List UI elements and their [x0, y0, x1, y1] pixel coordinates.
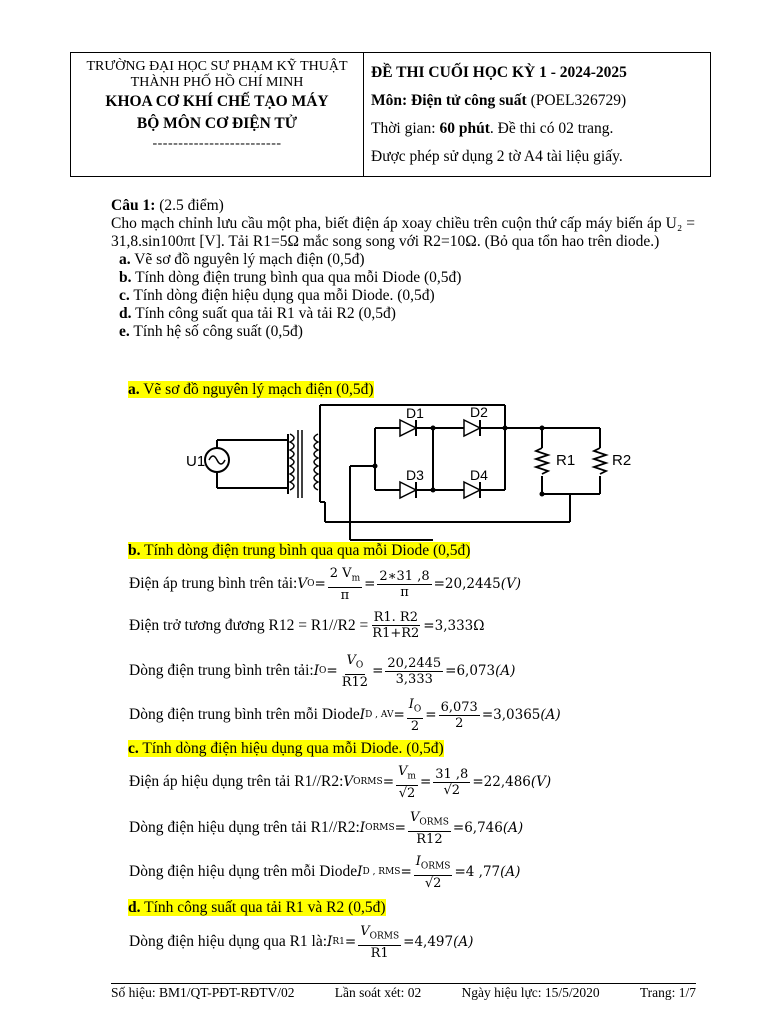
section-b-heading [128, 541, 470, 561]
equation-rms-current-diode [129, 854, 520, 891]
fraction-num [396, 764, 418, 786]
exam-info [364, 53, 710, 176]
item-key: a. [119, 251, 131, 268]
fraction [328, 566, 362, 603]
equation-diode-average-current [129, 697, 561, 734]
equation-label: Điện áp trung bình trên tải: [129, 575, 298, 593]
math-var: V [360, 924, 370, 939]
allowed-materials: Được phép sử dụng 2 tờ A4 tài liệu giấy. [371, 148, 623, 165]
fraction [340, 653, 370, 690]
equation-label: Dòng điện hiệu dụng trên tải R1//R2: [129, 819, 360, 837]
department-name: BỘ MÔN CƠ ĐIỆN TỬ [136, 115, 298, 132]
equation-label: Dòng điện trung bình trên mỗi Diode [129, 706, 360, 724]
item-key: d. [119, 305, 132, 322]
time-label: Thời gian: [371, 120, 440, 137]
math-var: V [343, 774, 354, 791]
question-item-a [111, 251, 695, 269]
time-rest: . Đề thi có 02 trang. [489, 120, 614, 137]
math-sub: D , AV [365, 710, 394, 721]
math-result: =6,073 [445, 663, 496, 680]
math-var: V [346, 653, 356, 668]
diode-d2-symbol [464, 420, 480, 436]
equation-label: Dòng điện hiệu dụng trên mỗi Diode [129, 863, 358, 881]
fraction-num: 2∗31 ,8 [379, 568, 430, 584]
equation-label: Điện áp hiệu dụng trên tải R1//R2: [129, 773, 344, 791]
fraction [385, 656, 443, 687]
question-text: Cho mạch chỉnh lưu cầu một pha, biết điện áp xoay chiều trên cuộn thứ cấp máy biến áp U₂ = 31,8.sin100πt [V]. Tải R1=5Ω mắc song song với R2=10Ω. (Bỏ qua tổn hao trên diode.) [111, 215, 695, 250]
math-unit: (A) [540, 707, 561, 724]
math-sub: D , RMS [362, 867, 401, 878]
resistor-r1-symbol [536, 448, 548, 474]
equation-average-voltage [129, 566, 521, 603]
equation-formula: V O = $\frac{2 V_m}{\pi}$ = $\frac{2∗31 ,8}{\pi}$ =20,2445 (V) [297, 566, 522, 603]
fraction-num: R1. R2 [373, 610, 418, 625]
question-label: Câu 1: [111, 197, 156, 214]
item-text: Tính hệ số công suất (0,5đ) [129, 323, 303, 340]
math-var: I [408, 697, 414, 712]
question-points: (2.5 điểm) [155, 197, 224, 214]
exam-title: ĐỀ THI CUỐI HỌC KỲ 1 - 2024-2025 [371, 64, 627, 81]
exam-time [371, 115, 710, 143]
math-sub: ORMS [353, 777, 383, 788]
math-var: I [359, 707, 366, 724]
equation-formula: I D , RMS = $\frac{I_{ORMS}}{√2}$ =4 ,77 (A) [357, 854, 521, 891]
math-var: I [359, 820, 366, 837]
item-text: Tính dòng điện trung bình qua qua mỗi Diode (0,5đ) [131, 269, 462, 286]
fraction-num: 20,2445 [387, 655, 442, 671]
section-highlight [128, 899, 386, 916]
equation-label: Dòng điện trung bình trên tải: [129, 662, 314, 680]
section-text: Tính công suất qua tải R1 và R2 (0,5đ) [140, 899, 386, 916]
math-result: =20,2445 [433, 576, 501, 593]
math-var: V [297, 576, 308, 593]
fraction [414, 854, 453, 891]
math-result: =4 ,77 [454, 864, 501, 881]
header-divider: ------------------------- [152, 136, 282, 151]
fraction-den: 2 [410, 718, 420, 734]
fraction [408, 810, 451, 847]
math-sub: ORMS [369, 931, 400, 942]
fraction-num: 6,073 [440, 699, 478, 715]
math-unit: (A) [500, 864, 521, 881]
fraction-den: √2 [424, 875, 442, 891]
fraction [439, 700, 480, 731]
fraction-den: R1+R2 [372, 626, 420, 641]
math-sub: O [307, 579, 315, 590]
question-item-d [111, 305, 695, 323]
section-key: c. [128, 740, 139, 757]
item-text: Tính công suất qua tải R1 và tải R2 (0,5đ) [131, 305, 396, 322]
fraction-num [407, 697, 424, 719]
fraction [377, 569, 431, 600]
primary-coil [290, 434, 294, 490]
fraction-num [408, 810, 451, 832]
fraction-num: 31 ,8 [435, 766, 469, 782]
fraction [370, 610, 421, 641]
math-result: =22,486 [472, 774, 531, 791]
math-var: I [415, 854, 421, 869]
section-c-heading [128, 739, 444, 759]
fraction [433, 767, 470, 798]
section-highlight [128, 381, 374, 398]
equation-formula: I D , AV = $\frac{I_O}{2}$ = $\frac{6,073}{2}$ =3,0365 (A) [359, 697, 561, 734]
question-item-e [111, 323, 695, 341]
section-key: a. [128, 381, 140, 398]
question-1 [111, 197, 695, 341]
math-var: I [327, 934, 333, 951]
fraction [407, 697, 424, 734]
subject-code: (POEL326729) [526, 92, 627, 109]
item-key: e. [119, 323, 130, 340]
exam-subject [371, 87, 710, 115]
junction-dots [373, 426, 545, 497]
math-sub: O [319, 666, 327, 677]
source-label: U1 [186, 453, 206, 470]
section-highlight [128, 542, 470, 559]
equation-equivalent-resistance [129, 610, 484, 641]
document-code: Số hiệu: BM1/QT-PĐT-RĐTV/02 [111, 985, 295, 1000]
math-num: 2 V [329, 566, 352, 581]
math-sub: R1 [332, 937, 345, 948]
resistor-r2-label: R2 [612, 452, 632, 469]
fraction-num [328, 566, 362, 588]
math-unit: (A) [453, 934, 474, 951]
secondary-coil [314, 434, 318, 490]
math-sub: O [355, 660, 364, 671]
diode-d4-label: D4 [470, 467, 488, 483]
question-item-c [111, 287, 695, 305]
math-sub: m [407, 771, 416, 782]
diode-d2-label: D2 [470, 404, 488, 420]
fraction-den: π [400, 584, 409, 600]
subject-label: Môn: Điện tử công suất [371, 92, 527, 109]
exam-header [70, 52, 711, 177]
fraction-den: R1 [370, 945, 389, 961]
time-value: 60 phút [439, 120, 490, 137]
fraction [396, 764, 418, 801]
page-footer [111, 983, 696, 1001]
item-key: c. [119, 287, 130, 304]
equation-label: Điện trở tương đương R12 = R1//R2 = [129, 616, 369, 634]
math-sub: m [351, 573, 361, 584]
fraction-num [358, 924, 401, 946]
math-result: =3,333Ω [423, 617, 485, 634]
diode-d1-label: D1 [406, 405, 424, 421]
equation-formula: I O = $\frac{V_O}{R12}$ = $\frac{20,2445}{3,333}$ =6,073 (A) [313, 653, 516, 690]
equation-formula: V ORMS = $\frac{V_m}{√2}$ = $\frac{31 ,8}{√2}$ =22,486 (V) [343, 764, 552, 801]
equation-formula [368, 610, 484, 641]
resistor-r1-label: R1 [556, 452, 576, 469]
equation-rms-current-r1 [129, 924, 473, 961]
fraction-den: √2 [398, 785, 416, 801]
math-sub: ORMS [365, 823, 395, 834]
math-unit: (A) [495, 663, 516, 680]
section-highlight [128, 740, 444, 757]
math-var: I [357, 864, 363, 881]
fraction [358, 924, 401, 961]
diode-d1-symbol [400, 420, 416, 436]
section-text: Vẽ sơ đồ nguyên lý mạch điện (0,5đ) [139, 381, 374, 398]
faculty-name: KHOA CƠ KHÍ CHẾ TẠO MÁY [105, 93, 329, 110]
item-text: Vẽ sơ đồ nguyên lý mạch điện (0,5đ) [130, 251, 365, 268]
math-unit: (V) [500, 576, 522, 593]
resistor-r2-symbol [594, 448, 606, 474]
section-key: d. [128, 899, 141, 916]
question-title [111, 197, 695, 215]
equation-formula: I R1 = $\frac{V_{ORMS}}{R1}$ =4,497 (A) [327, 924, 474, 961]
section-key: b. [128, 542, 141, 559]
equation-label: Dòng điện hiệu dụng qua R1 là: [129, 933, 328, 951]
diode-d3-symbol [400, 482, 416, 498]
page-number: Trang: 1/7 [639, 985, 696, 1000]
revision-number: Lần soát xét: 02 [334, 985, 422, 1000]
math-result: =4,497 [403, 934, 454, 951]
school-name-line1: TRƯỜNG ĐẠI HỌC SƯ PHẠM KỸ THUẬT [86, 59, 348, 74]
fraction-den: 3,333 [395, 671, 433, 687]
school-info [71, 53, 364, 176]
math-result: =3,0365 [481, 707, 541, 724]
bridge-rectifier-diagram [180, 400, 632, 545]
math-sub: O [413, 704, 422, 715]
diode-d4-symbol [464, 482, 480, 498]
math-sub: ORMS [420, 861, 451, 872]
math-var: I [313, 663, 320, 680]
item-key: b. [119, 269, 132, 286]
math-var: V [398, 764, 408, 779]
math-var: V [409, 810, 420, 825]
effective-date: Ngày hiệu lực: 15/5/2020 [461, 985, 600, 1000]
fraction-den: R12 [416, 831, 443, 847]
math-unit: (A) [502, 820, 524, 837]
section-text: Tính dòng điện hiệu dụng qua mỗi Diode. (0,5đ) [138, 740, 444, 757]
math-result: =6,746 [452, 820, 503, 837]
equation-average-current [129, 653, 515, 690]
math-unit: (V) [530, 774, 552, 791]
diode-d3-label: D3 [406, 467, 424, 483]
fraction-den: R12 [341, 674, 369, 690]
section-a-heading [128, 380, 374, 400]
fraction-num [345, 653, 366, 675]
fraction-den: π [340, 587, 350, 603]
item-text: Tính dòng điện hiệu dụng qua mỗi Diode. (0,5đ) [129, 287, 435, 304]
equation-formula: I ORMS = $\frac{V_{ORMS}}{R12}$ =6,746 (A) [359, 810, 524, 847]
fraction-den: 2 [455, 715, 464, 731]
equation-rms-voltage [129, 764, 551, 801]
fraction-den: √2 [443, 782, 461, 798]
fraction-num [414, 854, 453, 876]
section-text: Tính dòng điện trung bình qua qua mỗi Diode (0,5đ) [140, 542, 471, 559]
equation-rms-current-load [129, 810, 523, 847]
question-item-b [111, 269, 695, 287]
math-sub: ORMS [419, 817, 449, 828]
school-name-line2: THÀNH PHỐ HỒ CHÍ MINH [130, 75, 304, 90]
section-d-heading [128, 898, 386, 918]
